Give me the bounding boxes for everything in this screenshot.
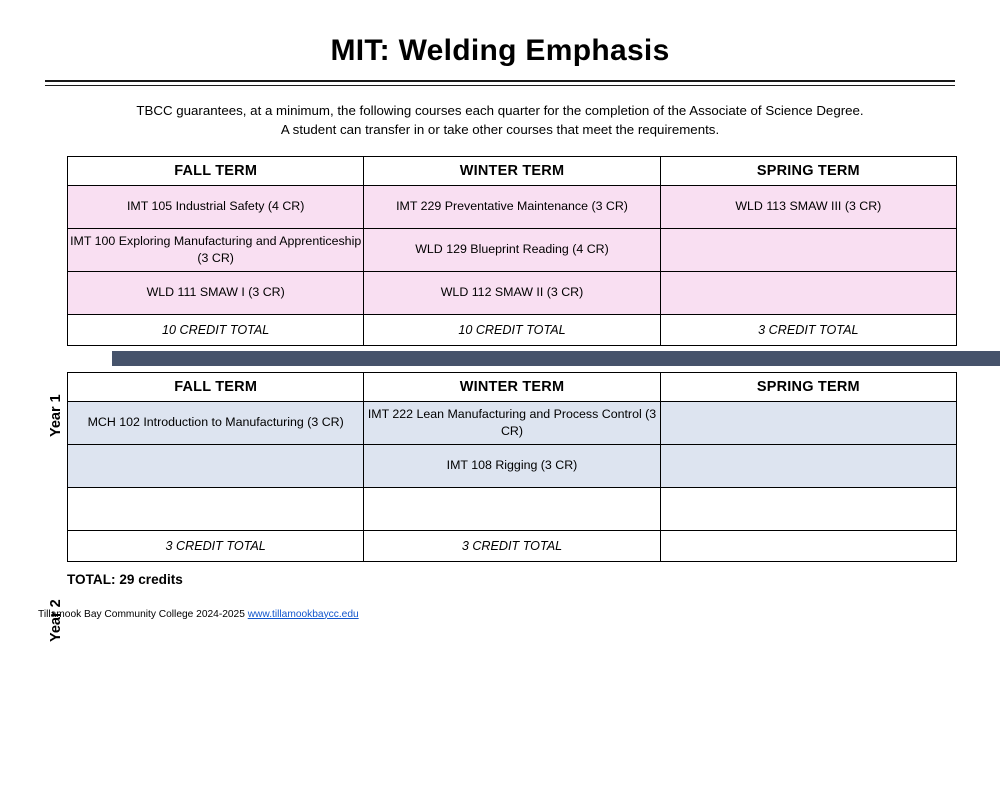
table-row bbox=[68, 401, 957, 444]
course-cell: IMT 108 Rigging (3 CR) bbox=[364, 444, 660, 487]
document-page bbox=[0, 34, 1000, 807]
intro-line-2: A student can transfer in or take other courses that meet the requirements. bbox=[280, 122, 720, 138]
credit-total-cell: 10 CREDIT TOTAL bbox=[68, 314, 364, 345]
page-title: MIT: Welding Emphasis bbox=[330, 34, 670, 67]
course-cell: IMT 229 Preventative Maintenance (3 CR) bbox=[364, 185, 660, 228]
credit-total-cell: 3 CREDIT TOTAL bbox=[364, 530, 660, 561]
course-cell bbox=[68, 487, 364, 530]
table-total-row bbox=[68, 530, 957, 561]
year-2-table bbox=[67, 372, 957, 562]
course-cell: IMT 222 Lean Manufacturing and Process Control (3 CR) bbox=[364, 401, 660, 444]
column-header-fall: FALL TERM bbox=[68, 372, 364, 401]
table-row bbox=[68, 185, 957, 228]
column-header-winter: WINTER TERM bbox=[364, 372, 660, 401]
table-row bbox=[68, 487, 957, 530]
title-rule-top bbox=[45, 80, 955, 82]
grand-total-label: TOTAL: 29 credits bbox=[67, 571, 183, 587]
table-header-row bbox=[68, 156, 957, 185]
column-header-spring: SPRING TERM bbox=[660, 156, 956, 185]
course-cell bbox=[660, 444, 956, 487]
source-text: Tillamook Bay Community College 2024-2025 bbox=[38, 608, 248, 620]
year-2-label: Year 2 bbox=[48, 599, 64, 642]
year-1-label: Year 1 bbox=[48, 394, 64, 437]
column-header-fall: FALL TERM bbox=[68, 156, 364, 185]
college-website-link[interactable]: www.tillamookbaycc.edu bbox=[247, 608, 359, 620]
course-cell bbox=[68, 444, 364, 487]
column-header-spring: SPRING TERM bbox=[660, 372, 956, 401]
intro-text bbox=[60, 101, 940, 140]
course-cell: WLD 111 SMAW I (3 CR) bbox=[68, 271, 364, 314]
column-header-winter: WINTER TERM bbox=[364, 156, 660, 185]
table-row bbox=[68, 444, 957, 487]
course-cell: WLD 129 Blueprint Reading (4 CR) bbox=[364, 228, 660, 271]
section-divider-bar bbox=[112, 351, 1000, 366]
course-cell bbox=[660, 487, 956, 530]
table-row bbox=[68, 271, 957, 314]
course-cell: MCH 102 Introduction to Manufacturing (3 CR) bbox=[68, 401, 364, 444]
course-cell bbox=[660, 401, 956, 444]
course-cell bbox=[364, 487, 660, 530]
course-cell bbox=[660, 271, 956, 314]
course-cell: WLD 112 SMAW II (3 CR) bbox=[364, 271, 660, 314]
source-footer bbox=[38, 609, 1000, 620]
course-cell bbox=[660, 228, 956, 271]
title-rule-bottom bbox=[45, 85, 955, 86]
table-total-row bbox=[68, 314, 957, 345]
course-cell: IMT 105 Industrial Safety (4 CR) bbox=[68, 185, 364, 228]
credit-total-cell: 3 CREDIT TOTAL bbox=[68, 530, 364, 561]
table-row bbox=[68, 228, 957, 271]
title-rule bbox=[45, 80, 955, 86]
table-header-row bbox=[68, 372, 957, 401]
intro-line-1: TBCC guarantees, at a minimum, the following courses each quarter for the completion of the Associate of Science Degree. bbox=[136, 103, 864, 118]
credit-total-cell: 10 CREDIT TOTAL bbox=[364, 314, 660, 345]
credit-total-cell bbox=[660, 530, 956, 561]
year-1-table bbox=[67, 156, 957, 346]
course-cell: WLD 113 SMAW III (3 CR) bbox=[660, 185, 956, 228]
credit-total-cell: 3 CREDIT TOTAL bbox=[660, 314, 956, 345]
course-cell: IMT 100 Exploring Manufacturing and Apprenticeship (3 CR) bbox=[68, 228, 364, 271]
